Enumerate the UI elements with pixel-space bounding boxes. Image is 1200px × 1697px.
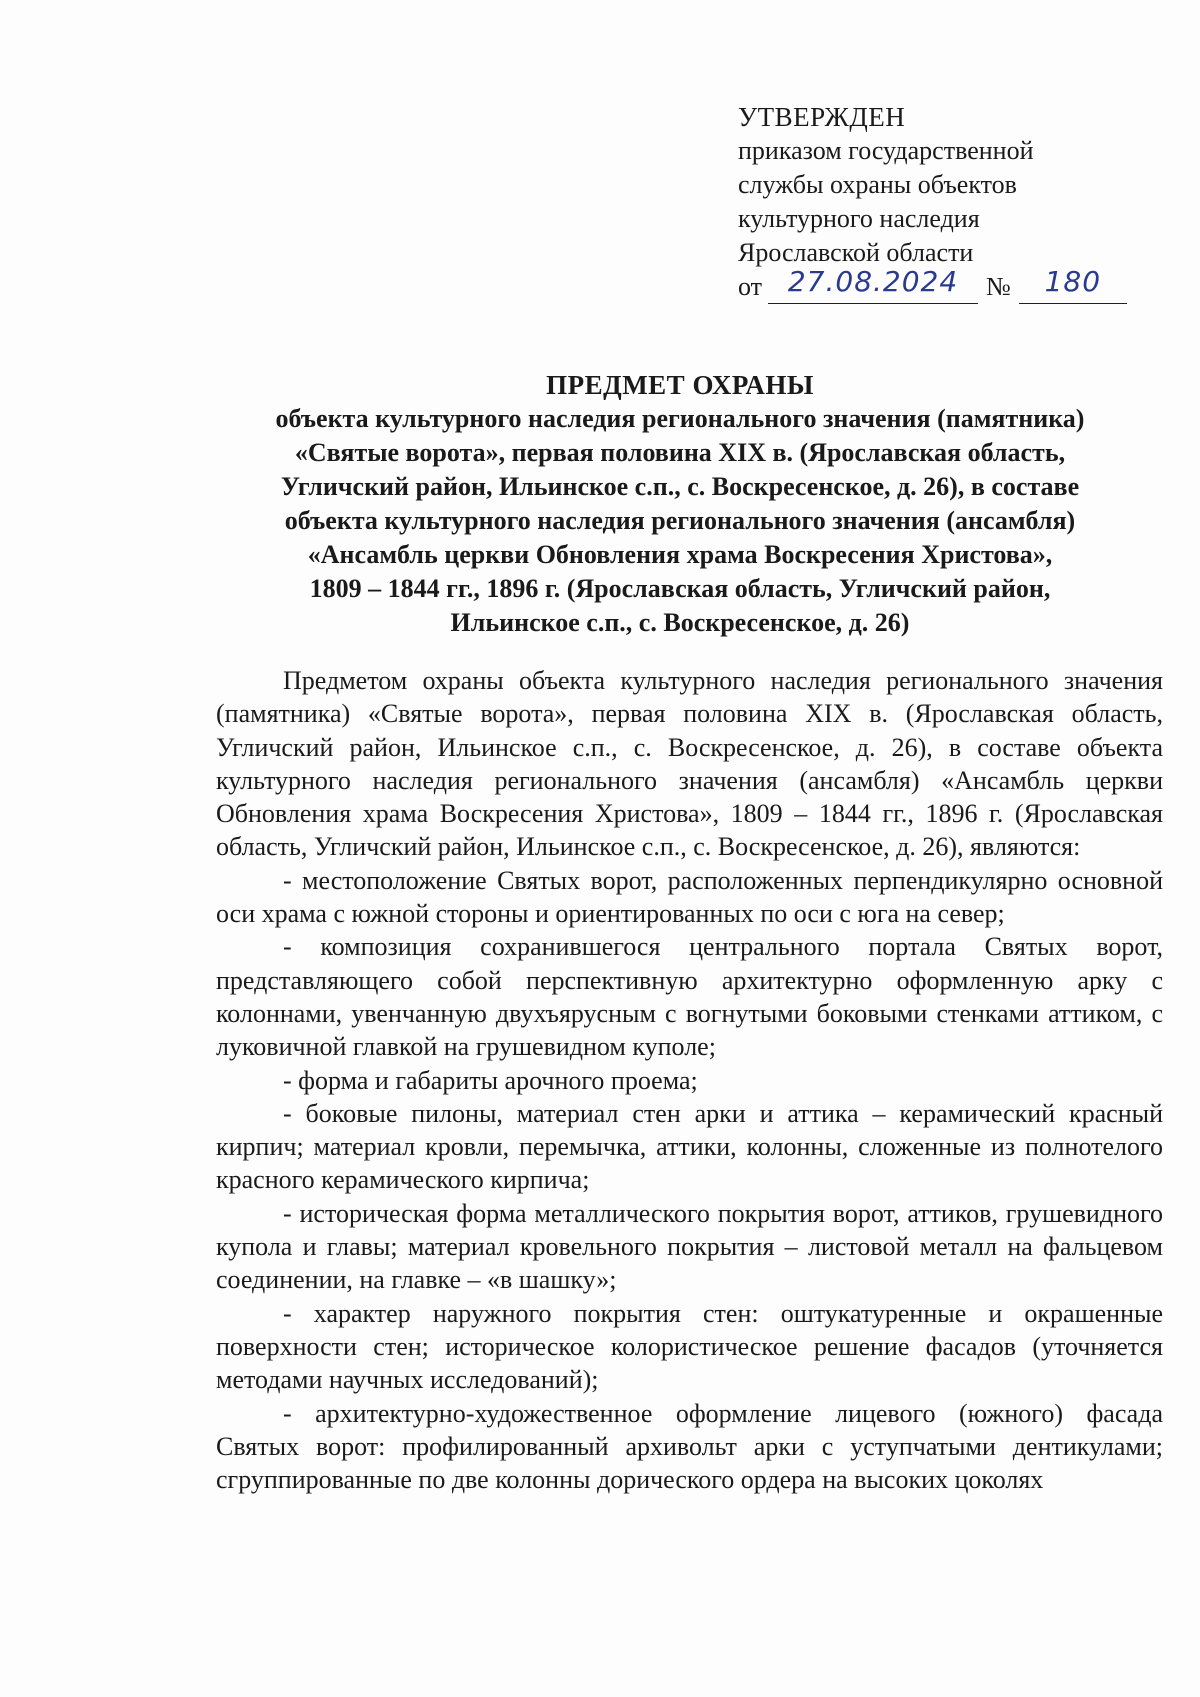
handwritten-number: 180 [1044, 265, 1102, 298]
approval-heading: УТВЕРЖДЕН [738, 102, 906, 132]
page-title: ПРЕДМЕТ ОХРАНЫ [546, 370, 814, 400]
date-field [768, 265, 978, 304]
title-line: «Ансамбль церкви Обновления храма Воскресения Христова», [307, 540, 1053, 569]
date-label: от [738, 272, 763, 301]
handwritten-date: 27.08.2024 [787, 265, 959, 298]
body-paragraph: - характер наружного покрытия стен: оштукатуренные и окрашенные поверхности стен; историческое колористическое решение фасадов (уточняется методами научных исследований); [216, 1298, 1163, 1395]
document-title-block [200, 368, 1160, 640]
number-label: № [986, 272, 1011, 301]
body-paragraph: - историческая форма металлического покрытия ворот, аттиков, грушевидного купола и главы; материал кровельного покрытия – листовой металл на фальцевом соединении, на главке – «в шашку»; [216, 1198, 1163, 1295]
order-date-number-line [738, 265, 1138, 304]
approval-line: культурного наследия [738, 204, 980, 233]
approval-line: Ярославской области [738, 238, 974, 267]
approval-line: приказом государственной [738, 136, 1034, 165]
body-paragraph: - архитектурно-художественное оформление лицевого (южного) фасада Святых ворот: профилированный архивольт арки с уступчатыми дентикулами; сгруппированные по две колонны дорического ордера на высоких цоколях [216, 1398, 1163, 1495]
title-line: Ильинское с.п., с. Воскресенское, д. 26) [450, 608, 910, 637]
title-line: 1809 – 1844 гг., 1896 г. (Ярославская область, Угличский район, [309, 574, 1051, 603]
title-line: Угличский район, Ильинское с.п., с. Воскресенское, д. 26), в составе [280, 472, 1080, 501]
number-field [1019, 265, 1127, 304]
approval-block [738, 100, 1138, 304]
document-body [216, 664, 1163, 1496]
approval-line: службы охраны объектов [738, 170, 1017, 199]
body-paragraph: - местоположение Святых ворот, расположенных перпендикулярно основной оси храма с южной стороны и ориентированных по оси с юга на север; [216, 865, 1163, 929]
title-line: объекта культурного наследия регионального значения (памятника) [275, 404, 1085, 433]
body-paragraph: - форма и габариты арочного проема; [283, 1065, 698, 1095]
body-paragraph: - композиция сохранившегося центрального портала Святых ворот, представляющего собой перспективную архитектурно оформленную арку с колоннами, увенчанную двухъярусным с вогнутыми боковыми стенками аттиком, с луковичной главкой на грушевидном куполе; [216, 932, 1163, 1062]
body-paragraph: - боковые пилоны, материал стен арки и аттика – керамический красный кирпич; материал кровли, перемычка, аттики, колонны, сложенные из полнотелого красного керамического кирпича; [216, 1098, 1163, 1195]
body-paragraph: Предметом охраны объекта культурного наследия регионального значения (памятника) «Святые ворота», первая половина XIX в. (Ярославская область, Угличский район, Ильинское с.п., с. Воскресенское, д. 26), в составе объекта культурного наследия регионального значения (ансамбля) «Ансамбль церкви Обновления храма Воскресения Христова», 1809 – 1844 гг., 1896 г. (Ярославская область, Угличский район, Ильинское с.п., с. Воскресенское, д. 26), являются: [216, 666, 1163, 862]
title-line: «Святые ворота», первая половина XIX в. (Ярославская область, [294, 438, 1066, 467]
title-line: объекта культурного наследия регионального значения (ансамбля) [284, 506, 1076, 535]
